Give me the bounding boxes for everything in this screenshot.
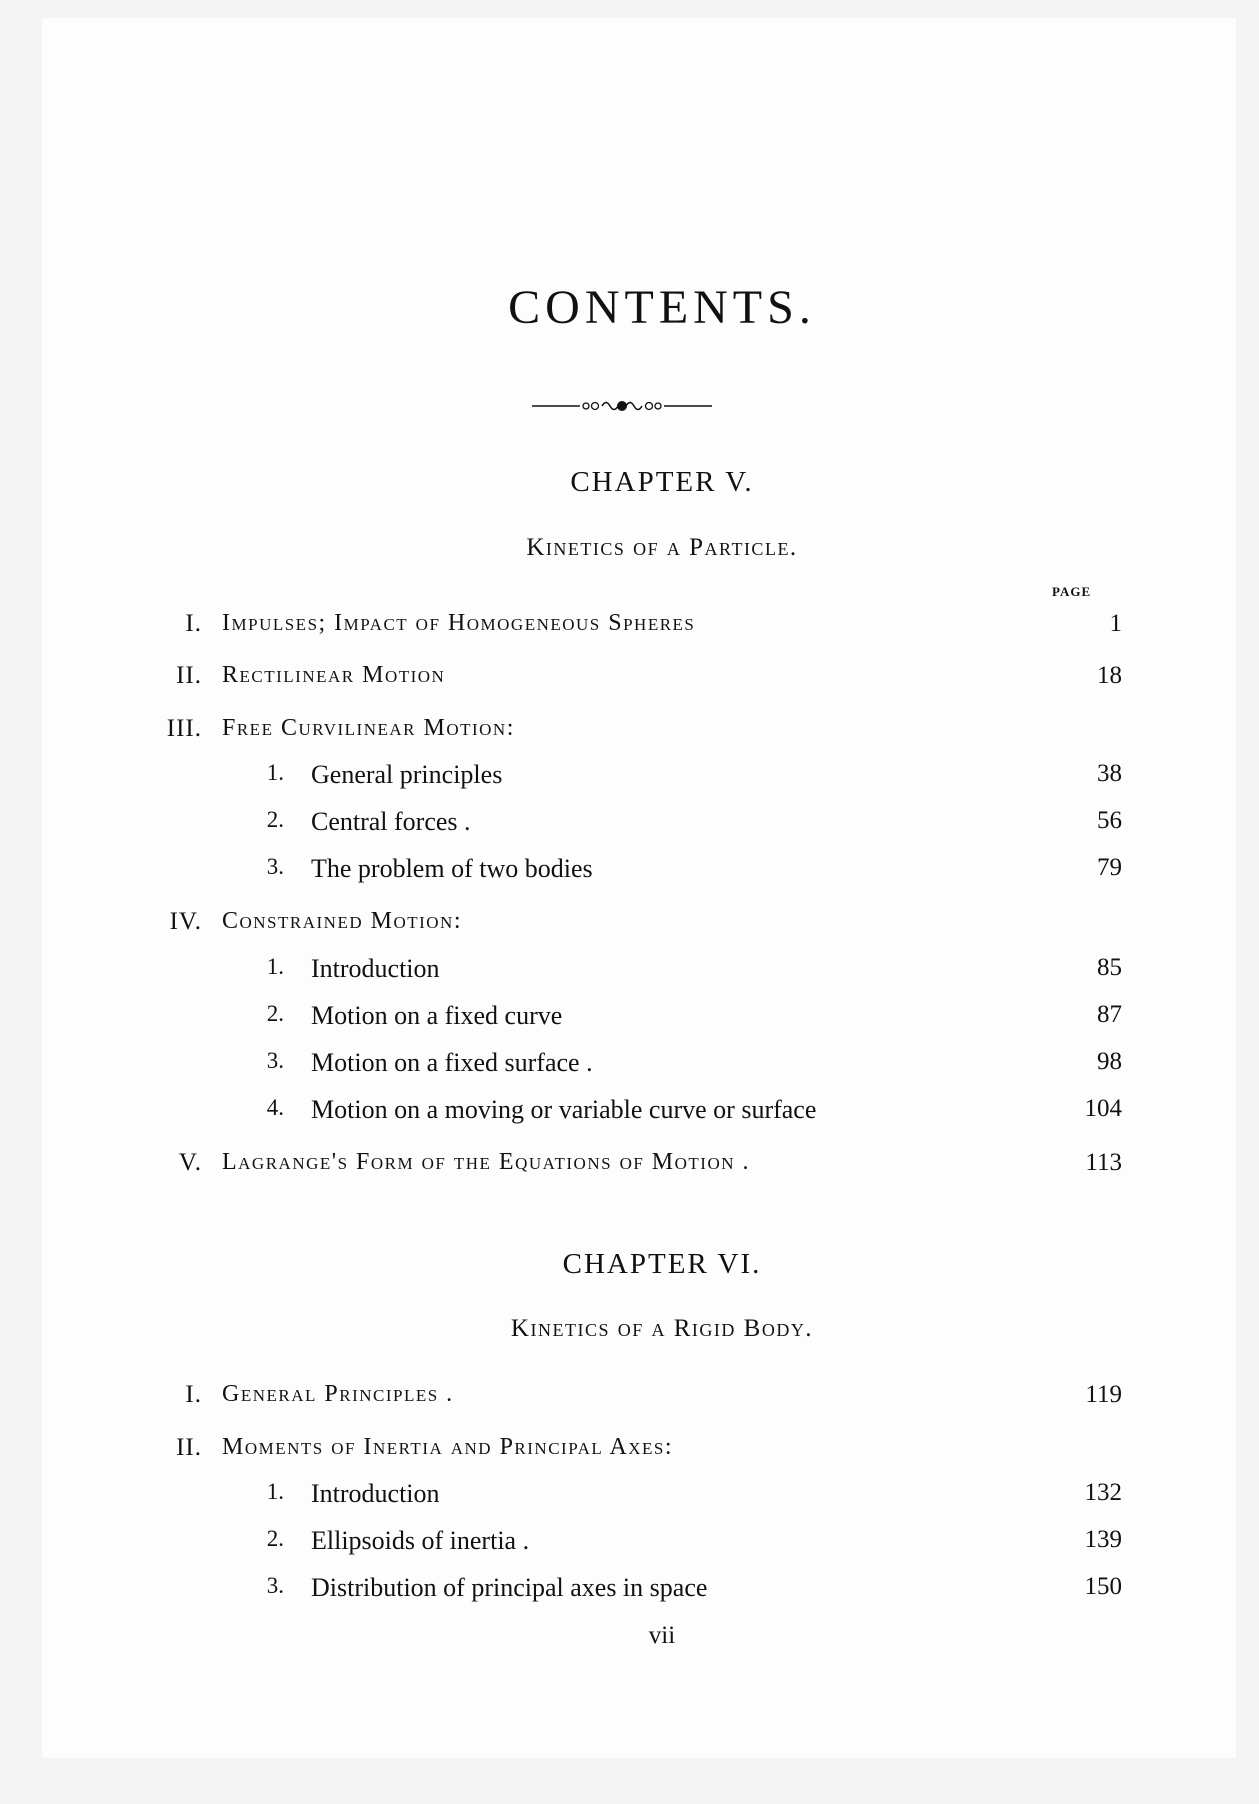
section-number: V. [178, 1149, 202, 1176]
section-number: I. [185, 1381, 202, 1408]
subsection-title: Ellipsoids of inertia . [311, 1526, 530, 1555]
chapter-subtitle: Kinetics of a Rigid Body. [510, 1315, 814, 1342]
subsection-number: 3. [266, 1573, 284, 1598]
subsection-title: General principles [311, 760, 503, 789]
subsection-title: Introduction [311, 954, 440, 983]
section-number: I. [185, 610, 202, 637]
subsection-number: 1. [266, 760, 284, 785]
page-number: 38 [1097, 760, 1122, 787]
page-number: 1 [1109, 610, 1122, 637]
section-title: General Principles . [222, 1381, 454, 1407]
chapter-heading: CHAPTER V. [570, 466, 754, 498]
section-title: Impulses; Impact of Homogeneous Spheres [222, 610, 696, 636]
subsection-number: 2. [266, 807, 284, 832]
subsection-number: 1. [266, 1479, 284, 1504]
page-number: 132 [1084, 1479, 1122, 1506]
section-title: Free Curvilinear Motion: [222, 715, 515, 741]
page-number: 87 [1097, 1001, 1122, 1028]
page-title: CONTENTS. [508, 281, 816, 334]
page-number: 104 [1084, 1095, 1122, 1122]
section-number: II. [176, 662, 202, 689]
section-number: III. [166, 715, 202, 742]
subsection-title: Central forces . [311, 807, 471, 836]
subsection-number: 2. [266, 1526, 284, 1551]
page-column-label: PAGE [1052, 584, 1092, 599]
subsection-number: 2. [266, 1001, 284, 1026]
subsection-number: 1. [266, 954, 284, 979]
page-number: 98 [1097, 1048, 1122, 1075]
subsection-title: The problem of two bodies [311, 854, 593, 883]
subsection-title: Motion on a fixed curve [311, 1001, 563, 1030]
subsection-title: Motion on a fixed surface . [311, 1048, 593, 1077]
subsection-number: 3. [266, 854, 284, 879]
section-title: Moments of Inertia and Principal Axes: [222, 1434, 674, 1460]
subsection-number: 3. [266, 1048, 284, 1073]
section-title: Rectilinear Motion [222, 662, 446, 688]
page-number: 56 [1097, 807, 1122, 834]
page-number: 18 [1097, 662, 1122, 689]
folio-page-number: vii [648, 1622, 676, 1649]
section-number: IV. [169, 908, 202, 935]
section-title: Constrained Motion: [222, 908, 462, 934]
subsection-title: Distribution of principal axes in space [311, 1573, 708, 1602]
chapter-heading: CHAPTER VI. [562, 1248, 762, 1280]
page-number: 150 [1084, 1573, 1122, 1600]
contents-page [42, 18, 1236, 1758]
subsection-title: Introduction [311, 1479, 440, 1508]
page-number: 113 [1085, 1149, 1122, 1176]
section-title: Lagrange's Form of the Equations of Motion . [222, 1149, 751, 1175]
page-number: 119 [1085, 1381, 1122, 1408]
ornament-divider-icon [532, 396, 712, 416]
subsection-title: Motion on a moving or variable curve or surface [311, 1095, 817, 1124]
section-number: II. [176, 1434, 202, 1461]
chapter-subtitle: Kinetics of a Particle. [526, 534, 798, 561]
page-number: 79 [1097, 854, 1122, 881]
subsection-number: 4. [266, 1095, 284, 1120]
page-number: 139 [1084, 1526, 1122, 1553]
page-number: 85 [1097, 954, 1122, 981]
